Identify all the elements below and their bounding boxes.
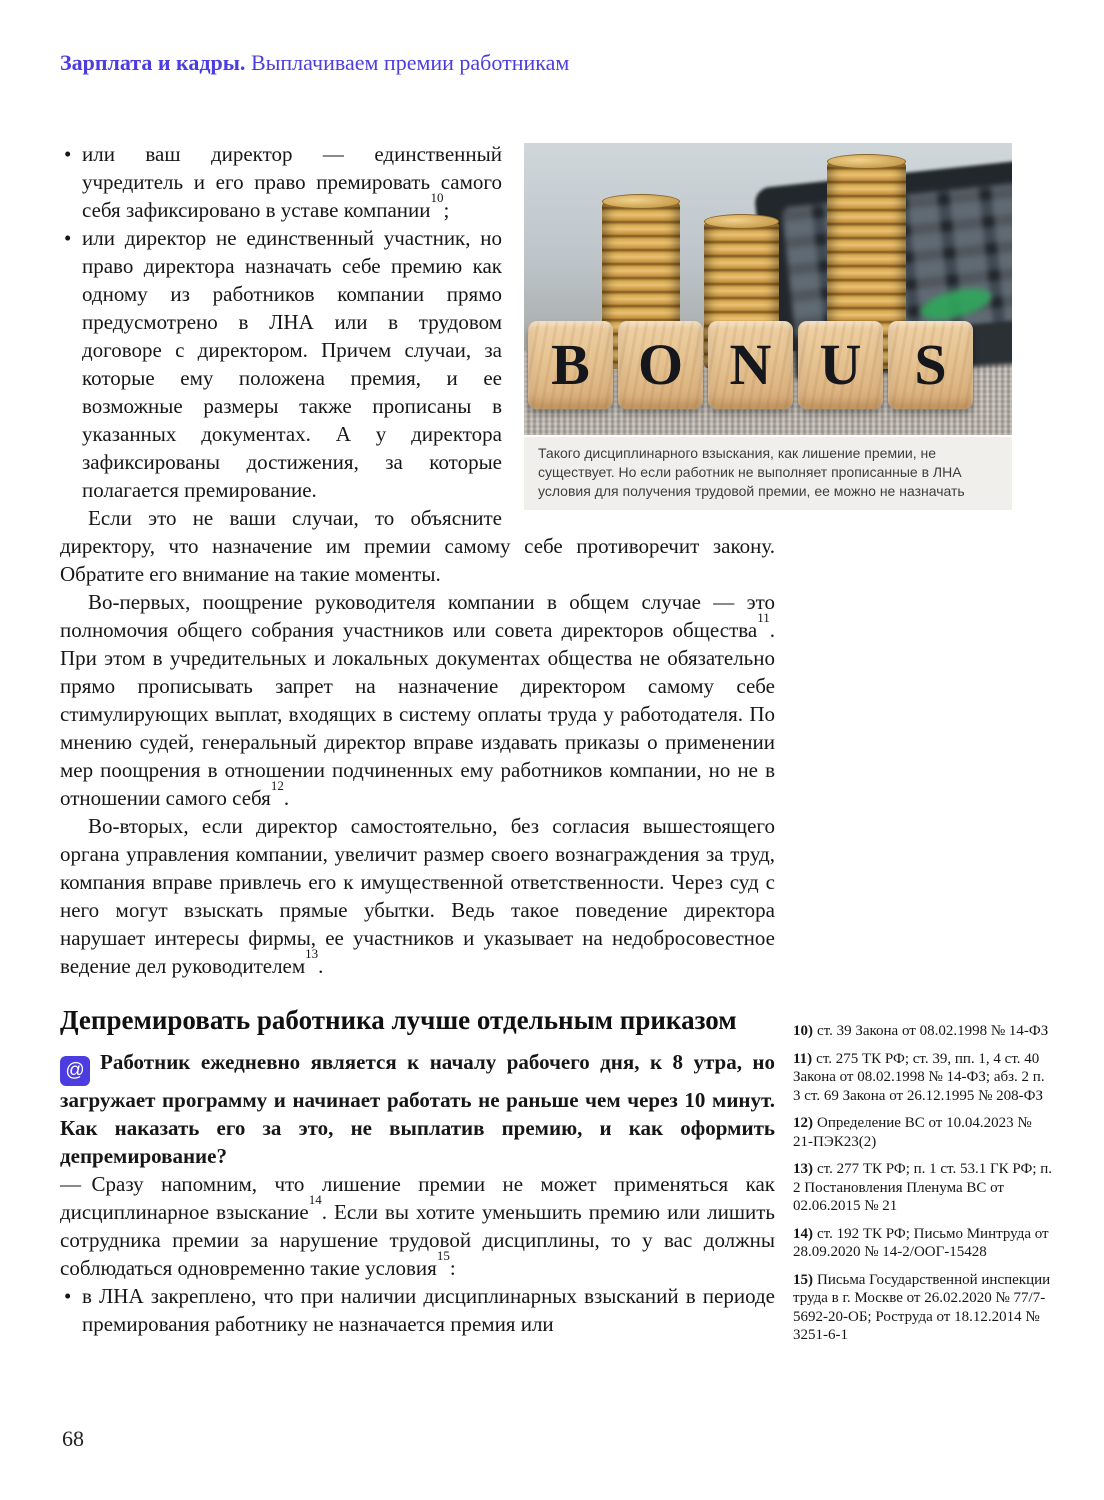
list-item-text: ; (443, 198, 450, 222)
bullet-dot-icon: • (64, 1284, 72, 1308)
bullet-dot-icon: • (64, 226, 72, 250)
paragraph-text: Если это не ваши случаи, то объясните директору, что назначение им премии самому себе противоречит закону. Обратите его внимание на такие моменты. (60, 506, 775, 586)
paragraph-text: . (318, 954, 324, 978)
footnote-ref: 14 (308, 1192, 322, 1207)
page-header (60, 50, 569, 76)
footnotes-sidebar (793, 1022, 1053, 1354)
reader-question (60, 1048, 775, 1170)
bonus-block-s (888, 321, 973, 409)
list-item (60, 224, 775, 504)
answer-paragraph (60, 1170, 775, 1282)
director-bonus-conditions-list (60, 140, 775, 504)
footnote-text: ст. 277 ТК РФ; п. 1 ст. 53.1 ГК РФ; п. 2 Постановления Пленума ВС от 02.06.2015 № 21 (793, 1161, 1053, 1214)
footnote-ref: 12 (270, 778, 284, 793)
footnote-number: 13) (793, 1161, 813, 1177)
block-letter: U (819, 332, 862, 397)
footnote-12 (793, 1114, 1053, 1151)
depremirovanie-conditions-list (60, 1282, 775, 1338)
footnote-text: Определение ВС от 10.04.2023 № 21-ПЭК23(2) (793, 1115, 1032, 1150)
list-item (60, 140, 775, 224)
paragraph-text: Во-вторых, если директор самостоятельно, без согласия вышестоящего органа управления компании, увеличит размер своего вознаграждения за труд, компания вправе привлечь его к имущественной ответственности. Через суд с него могут взыскать прямые убытки. Ведь такое поведение директора нарушает интересы фирмы, ее участников и указывает на недобросовестное ведение дел руководителем (60, 814, 775, 978)
paragraph-text: Во-первых, поощрение руководителя компании в общем случае — это полномочия общего собрания участников или совета директоров общества (60, 590, 775, 642)
block-letter: B (551, 332, 590, 397)
footnote-11 (793, 1050, 1053, 1106)
bonus-block-u (798, 321, 883, 409)
paragraph-firstly (60, 588, 775, 812)
footnote-number: 12) (793, 1115, 813, 1131)
footnote-text: ст. 275 ТК РФ; ст. 39, пп. 1, 4 ст. 40 Закона от 08.02.1998 № 14-ФЗ; абз. 2 п. 3 ст. 69 Закона от 26.12.1995 № 208-ФЗ (793, 1050, 1045, 1104)
list-item (60, 1282, 775, 1338)
article-title: Выплачиваем премии работникам (250, 50, 570, 75)
footnote-text: ст. 39 Закона от 08.02.1998 № 14-ФЗ (817, 1023, 1049, 1039)
footnote-number: 10) (793, 1023, 813, 1039)
list-item-text: в ЛНА закреплено, что при наличии дисциплинарных взысканий в периоде премирования работнику не назначается премия или (82, 1284, 775, 1336)
footnote-number: 11) (793, 1050, 813, 1067)
answer-text: — Сразу напомним, что лишение премии не может применяться как дисциплинарное взыскание (60, 1172, 775, 1224)
answer-text: : (449, 1256, 456, 1280)
paragraph-text: . (283, 786, 290, 810)
footnote-ref: 15 (436, 1248, 450, 1263)
block-letter: N (729, 332, 772, 397)
page-number: 68 (62, 1426, 84, 1451)
rubric-title: Зарплата и кадры. (60, 50, 246, 75)
block-letter: S (914, 332, 947, 397)
footnote-13 (793, 1160, 1053, 1216)
answer-text: . Если вы хотите уменьшить премию или лишить сотрудника премии за нарушение трудовой дисциплины, то у вас должны соблюдаться одновременно такие условия (60, 1200, 775, 1280)
footnote-15 (793, 1271, 1053, 1345)
question-text: Работник ежедневно является к началу рабочего дня, к 8 утра, но загружает программу и начинает работать не раньше чем через 10 минут. Как наказать его за это, не выплатив премию, и как оформить депремирование? (60, 1050, 775, 1168)
paragraph-text: . При этом в учредительных и локальных документах общества не обязательно прямо прописывать запрет на назначение директором самому себе стимулирующих выплат, входящих в систему оплаты труда у работодателя. По мнению судей, генеральный директор вправе издавать приказы о применении мер поощрения в отношении подчиненных ему работников компании, но не в отношении самого себя (60, 618, 775, 810)
footnote-ref: 11 (757, 610, 770, 625)
photo-caption: Такого дисциплинарного взыскания, как лишение премии, не существует. Но если работник не выполняет прописанные в ЛНА условия для получения трудовой премии, ее можно не назначать (524, 437, 1012, 510)
footnote-number: 15) (793, 1271, 813, 1288)
paragraph-advice (60, 504, 775, 588)
footnote-number: 14) (793, 1225, 813, 1242)
list-item-text: или директор не единственный участник, но право директора назначать себе премию как одному из работников компании прямо предусмотрено в ЛНА или в трудовом договоре с директором. Причем случаи, за которые ему положена премия, и ее возможные размеры также прописаны в указанных документах. А у директора зафиксированы достижения, за которые полагается премирование. (82, 226, 502, 502)
footnote-ref: 10 (430, 190, 444, 205)
bullet-dot-icon: • (64, 142, 72, 166)
footnote-14 (793, 1225, 1053, 1262)
block-letter: O (637, 332, 684, 397)
footnote-ref: 13 (305, 946, 319, 961)
footnote-10 (793, 1022, 1053, 1041)
footnote-text: Письма Государственной инспекции труда в г. Москве от 26.02.2020 № 77/7-5692-20-ОБ; Роструда от 18.12.2014 № 3251-6-1 (793, 1271, 1051, 1343)
list-item-text: или ваш директор — единственный учредитель и его право премировать самого себя зафиксировано в уставе компании (82, 142, 502, 222)
paragraph-secondly (60, 812, 775, 980)
section-heading: Депремировать работника лучше отдельным приказом (60, 1005, 737, 1035)
footnote-text: ст. 192 ТК РФ; Письмо Минтруда от 28.09.2020 № 14-2/ООГ-15428 (793, 1225, 1049, 1260)
question-at-icon: @ (60, 1056, 90, 1086)
